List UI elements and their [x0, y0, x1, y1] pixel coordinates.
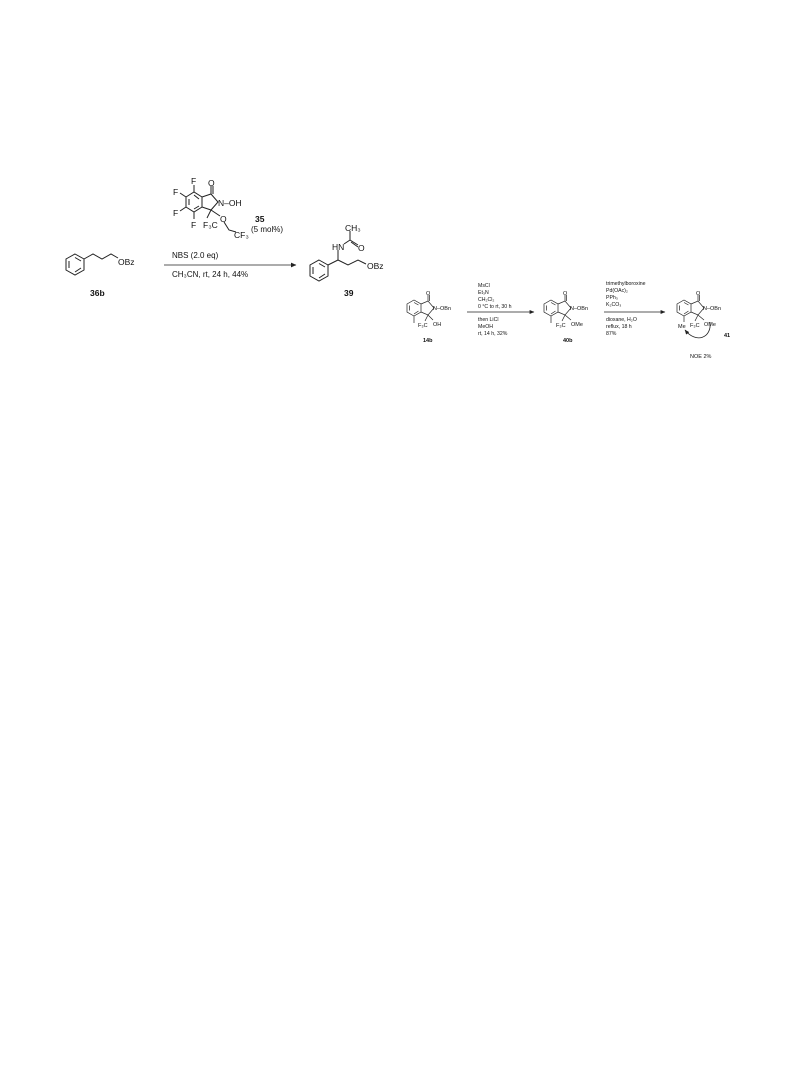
double-bond: [194, 206, 199, 209]
reaction-arrow-1: [164, 251, 296, 279]
c-oh-bond: [428, 315, 433, 320]
n-obn-group: N–OBn: [433, 306, 452, 312]
scheme-2: [407, 281, 730, 360]
c-cf3-bond: [207, 210, 211, 218]
compound-label-41: 41: [724, 333, 731, 339]
five-membered-ring: [202, 194, 218, 210]
fluorine-atom: F: [191, 220, 197, 230]
cf3-group: F₃C: [203, 220, 218, 230]
cf3-group: F₃C: [690, 323, 700, 329]
reagent: 0 °C to rt, 30 h: [478, 304, 512, 310]
c-ome-bond: [565, 315, 571, 320]
double-bond: [551, 303, 556, 306]
methyl-group: CH₃: [345, 223, 361, 233]
chain: [338, 260, 366, 265]
reagent: MeOH: [478, 324, 493, 330]
oxygen-atom: O: [208, 178, 215, 188]
c-f-bond: [180, 207, 186, 211]
c-f-bond: [180, 193, 186, 197]
hydroxyl-group: OH: [433, 322, 442, 328]
c-c-bond: [328, 260, 338, 265]
reagent: dioxane, H₂O: [606, 317, 637, 323]
oxygen-atom: O: [220, 214, 227, 224]
cf3-group: F₃C: [556, 323, 566, 329]
yield: 87%: [606, 331, 617, 337]
reactant-36b: [66, 254, 135, 298]
catalyst-loading: (5 mol%): [251, 225, 284, 234]
product-39: [310, 223, 384, 298]
fluorine-atom: F: [173, 187, 179, 197]
obz-group: OBz: [367, 261, 384, 271]
reagent: then LiCl: [478, 317, 499, 323]
double-bond: [319, 274, 325, 278]
reagent: Pd(OAc)₂: [606, 288, 628, 294]
c-o-bond: [211, 210, 220, 216]
oxygen-atom: O: [358, 243, 365, 253]
c-cf3-bond: [562, 315, 565, 321]
double-bond: [75, 258, 81, 262]
reagent-nbs: NBS (2.0 eq): [172, 251, 219, 260]
c-cf3-bond: [695, 315, 698, 321]
oxygen-atom: O: [696, 291, 701, 297]
fluorine-atom: F: [173, 208, 179, 218]
compound-label-40b: 40b: [563, 338, 573, 344]
reagent: rt, 14 h, 32%: [478, 331, 508, 337]
obz-group: OBz: [118, 257, 135, 267]
cf3-group: CF₃: [234, 230, 249, 240]
noe-label: NOE 2%: [690, 354, 712, 360]
solvent-conditions: CH₃CN, rt, 24 h, 44%: [172, 270, 249, 279]
double-bond: [319, 264, 325, 268]
methyl-group: Me: [678, 324, 686, 330]
compound-label-39: 39: [344, 288, 354, 298]
n-oh-group: N–OH: [218, 198, 242, 208]
reagent: PPh₃: [606, 295, 618, 301]
n-obn-group: N–OBn: [570, 306, 589, 312]
fluorine-atom: F: [191, 176, 197, 186]
methoxy-group: OMe: [704, 322, 716, 328]
compound-41: [677, 291, 730, 360]
methoxy-group: OMe: [571, 322, 583, 328]
compound-14b: [407, 291, 451, 344]
c-ome-bond: [698, 315, 704, 320]
propyl-chain: [84, 254, 118, 259]
oxygen-atom: O: [426, 291, 431, 297]
scheme-1: [66, 176, 384, 298]
n-obn-group: N–OBn: [703, 306, 722, 312]
double-bond: [194, 195, 199, 199]
reagent: reflux, 18 h: [606, 324, 632, 330]
double-bond: [684, 303, 689, 306]
reagent: K₂CO₃: [606, 302, 622, 308]
compound-40b: [544, 291, 588, 344]
compound-label-35: 35: [255, 214, 265, 224]
compound-label-14b: 14b: [423, 338, 433, 344]
c-cf3-bond: [425, 315, 428, 321]
catalyst-35: [173, 176, 283, 240]
reaction-arrow-2: [467, 283, 534, 337]
oxygen-atom: O: [563, 291, 568, 297]
nh-group: HN: [332, 242, 345, 252]
cf3-group: F₃C: [418, 323, 428, 329]
double-bond: [414, 303, 419, 306]
reagent: Et₃N: [478, 290, 489, 296]
compound-label-36b: 36b: [90, 288, 105, 298]
reagent: CH₂Cl₂: [478, 297, 495, 303]
double-bond: [75, 268, 81, 272]
reagent: trimethylboroxine: [606, 281, 646, 287]
reagent: MsCl: [478, 283, 490, 289]
reaction-arrow-3: [604, 281, 665, 337]
